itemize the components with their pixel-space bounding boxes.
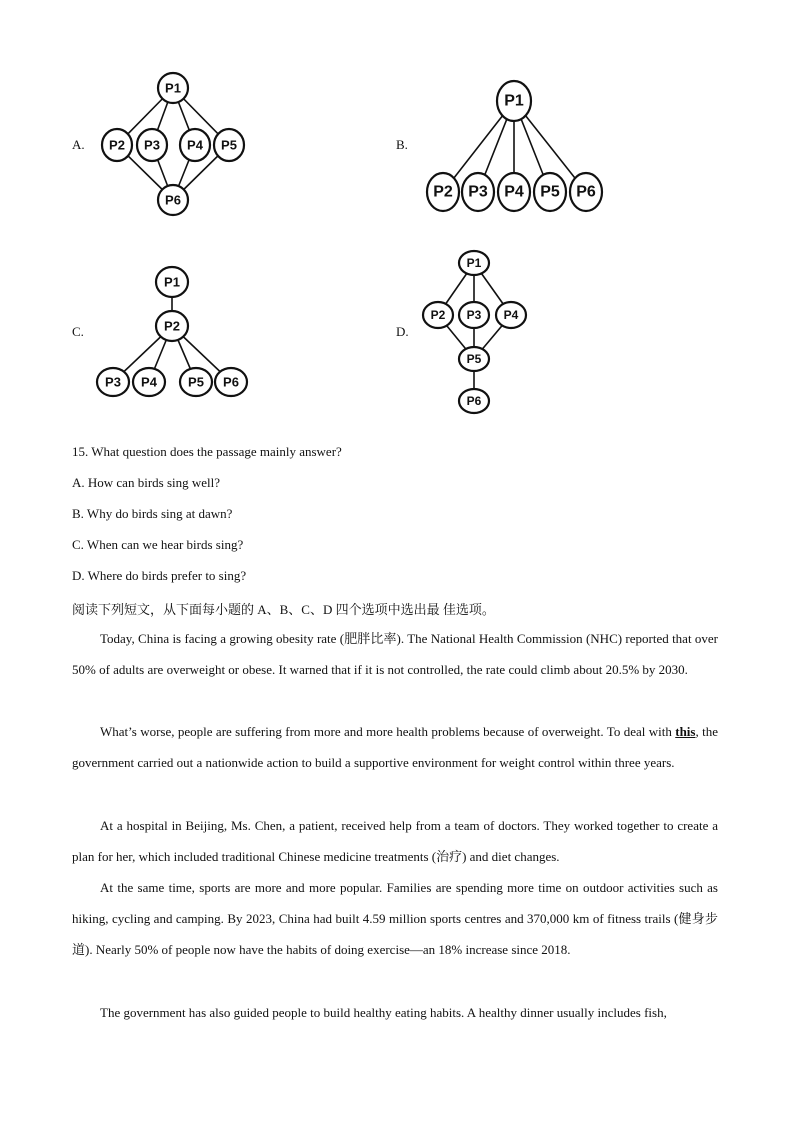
node-p2 [423,302,453,328]
choice-b: B. Why do birds sing at dawn? [72,506,233,521]
svg-text:P2: P2 [109,137,125,153]
node-p3 [462,173,494,211]
node-p6 [570,173,602,211]
svg-text:P5: P5 [221,137,237,153]
option-c-label: C. [72,324,84,339]
svg-text:P3: P3 [105,374,121,390]
choice-a: A. How can birds sing well? [72,475,221,490]
node-p6 [158,185,188,215]
node-p2 [427,173,459,211]
node-p4 [498,173,530,211]
svg-text:P4: P4 [141,374,157,390]
option-b-diagram [420,75,610,220]
passage-paragraph-1: Today, China is facing a growing obesity rate (肥胖比率). The National Health Commission (NHC) reported that over 50% of adults are overweight or obese. It warned that if it is not controlled, the rate could climb about 20.5% by 2030. [72,631,718,678]
option-a-label: A. [72,137,85,152]
svg-text:P4: P4 [187,137,203,153]
node-p1 [497,81,531,121]
node-p5 [180,368,212,396]
svg-text:P1: P1 [164,274,180,290]
choice-c: C. When can we hear birds sing? [72,537,244,552]
node-p2 [156,311,188,341]
svg-text:P5: P5 [540,183,560,201]
svg-text:P6: P6 [576,183,596,201]
svg-text:P2: P2 [433,183,453,201]
node-p5 [534,173,566,211]
node-p6 [459,389,489,413]
passage-paragraph-4: At the same time, sports are more and more popular. Families are spending more time on outdoor activities such as hiking, cycling and camping. By 2023, China had built 4.59 million sports centres and 370,000 km of fitness trails (健身步道). Nearly 50% of people now have the habits of doing exercise—an 18% increase since 2018. [72,880,718,958]
svg-text:P6: P6 [466,394,482,408]
svg-text:P5: P5 [188,374,204,390]
choice-d: D. Where do birds prefer to sing? [72,568,247,583]
node-p4 [496,302,526,328]
svg-text:P2: P2 [430,308,446,322]
node-p5 [459,347,489,371]
svg-text:P2: P2 [164,318,180,334]
node-p1 [156,267,188,297]
option-d-diagram [418,245,538,420]
option-a-diagram [95,70,255,220]
reading-instruction: 阅读下列短文，从下面每小题的 A、B、C、D 四个选项中选出最 佳选项。 [72,602,495,617]
svg-text:P3: P3 [468,183,488,201]
svg-text:P1: P1 [466,256,482,270]
node-p3 [459,302,489,328]
node-p3 [97,368,129,396]
paragraph-2-end: , the government carried out a nationwide action to build a supportive environment for weight control within three years. [72,724,719,771]
svg-text:P3: P3 [466,308,482,322]
svg-text:P1: P1 [504,92,524,110]
node-p1 [158,73,188,103]
node-p2 [102,129,132,161]
option-d-label: D. [396,324,409,339]
svg-text:P3: P3 [144,137,160,153]
svg-text:P4: P4 [503,308,519,322]
svg-text:P4: P4 [504,183,524,201]
referent-word: this [675,724,696,739]
passage-paragraph-5: The government has also guided people to build healthy eating habits. A healthy dinner usually includes fish, [100,1005,667,1020]
option-c-diagram [90,262,255,402]
node-p5 [214,129,244,161]
svg-text:P6: P6 [223,374,239,390]
svg-text:P5: P5 [466,352,482,366]
paragraph-2-start: What’s worse, people are suffering from more and more health problems because of overweight. To deal with [100,724,676,739]
node-p4 [180,129,210,161]
svg-text:P1: P1 [165,80,181,96]
svg-text:P6: P6 [165,192,181,208]
question-stem: 15. What question does the passage mainly answer? [72,444,342,459]
node-p1 [459,251,489,275]
passage-paragraph-2 [72,716,718,778]
node-p3 [137,129,167,161]
option-b-label: B. [396,137,408,152]
passage-paragraph-3: At a hospital in Beijing, Ms. Chen, a patient, received help from a team of doctors. They worked together to create a plan for her, which included traditional Chinese medicine treatments (治疗) and diet changes. [72,818,718,865]
node-p4 [133,368,165,396]
node-p6 [215,368,247,396]
